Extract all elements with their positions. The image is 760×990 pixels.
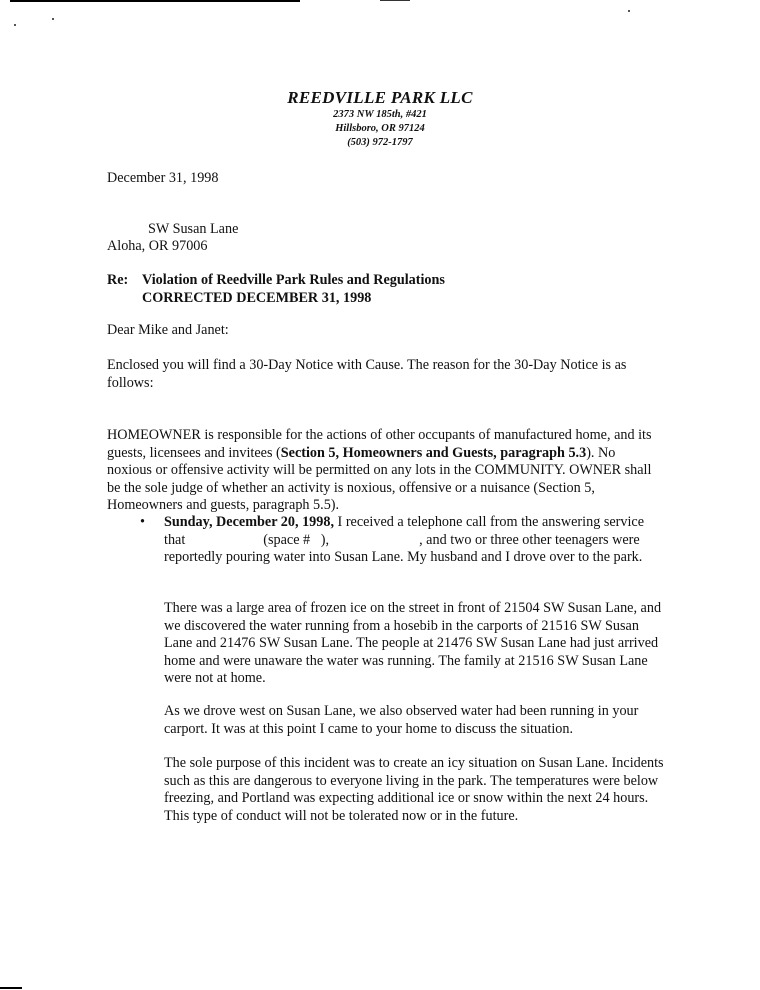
- company-city: Hillsboro, OR 97124: [335, 123, 425, 134]
- rules-citation: Section 5, Homeowners and Guests, paragraph 5.3: [280, 444, 587, 461]
- bullet-icon: •: [140, 514, 145, 530]
- subject-title: Violation of Reedville Park Rules and Regulations: [142, 272, 445, 288]
- recipient-street: SW Susan Lane: [148, 221, 239, 237]
- scan-speck: [14, 24, 16, 26]
- incident-paragraph: As we drove west on Susan Lane, we also observed water had been running in your carport. It was at this point I came to your home to discuss the situation.: [164, 703, 639, 737]
- incident-paragraph: There was a large area of frozen ice on the street in front of 21504 SW Susan Lane, and we discovered the water running from a hosebib in the carports of 21516 SW Susan Lane and 21476 SW Susan Lane. The people at 21476 SW Susan Lane had just arrived home and were unaware the water was running. The family at 21516 SW Susan Lane were not at home.: [164, 600, 662, 686]
- rules-paragraph: [107, 427, 657, 515]
- scan-speck: [52, 18, 54, 20]
- salutation: Dear Mike and Janet:: [107, 322, 229, 338]
- incident-text-b: (space # ),: [263, 531, 330, 548]
- incident-paragraph: The sole purpose of this incident was to create an icy situation on Susan Lane. Incidents such as this are dangerous to everyone living in the park. The temperatures were below freezing, and Portland was expecting additional ice or snow within the next 24 hours. This type of conduct will not be tolerated now or in the future.: [164, 755, 664, 824]
- company-phone: (503) 972-1797: [347, 137, 413, 148]
- subject-correction: CORRECTED DECEMBER 31, 1998: [142, 289, 372, 306]
- letterhead: [0, 88, 760, 150]
- recipient-city: Aloha, OR 97006: [107, 238, 208, 254]
- scan-speck: [628, 10, 630, 12]
- company-name: REEDVILLE PARK LLC: [287, 88, 473, 107]
- scan-artifact-line: [380, 0, 410, 1]
- subject-line: [107, 272, 445, 307]
- incident-date: Sunday, December 20, 1998,: [164, 514, 334, 530]
- subject-label: Re:: [107, 272, 129, 288]
- scan-artifact-line: [0, 987, 22, 989]
- rules-text-1: HOMEOWNER is responsible for the actions of other occupants of manufactured home, and its guests, licensees and invitees (: [107, 427, 652, 461]
- scan-artifact-line: [10, 0, 300, 2]
- rules-text-2: ). No noxious or offensive activity will be permitted on any lots in the COMMUNITY. OWNER shall be the sole judge of whether an activity is noxious, offensive or a nuisance (Section 5, Homeowners and guests, paragraph 5.5).: [107, 444, 652, 513]
- company-address: 2373 NW 185th, #421: [333, 109, 427, 120]
- incident-text-a: I received a telephone call from the answering service that: [164, 514, 645, 548]
- incident-text-c: , and two or three other teenagers were reportedly pouring water into Susan Lane. My husband and I drove over to the park.: [164, 531, 643, 565]
- intro-paragraph: Enclosed you will find a 30-Day Notice with Cause. The reason for the 30-Day Notice is as follows:: [107, 357, 627, 391]
- incident-summary: [164, 514, 664, 567]
- letter-date: December 31, 1998: [107, 170, 219, 186]
